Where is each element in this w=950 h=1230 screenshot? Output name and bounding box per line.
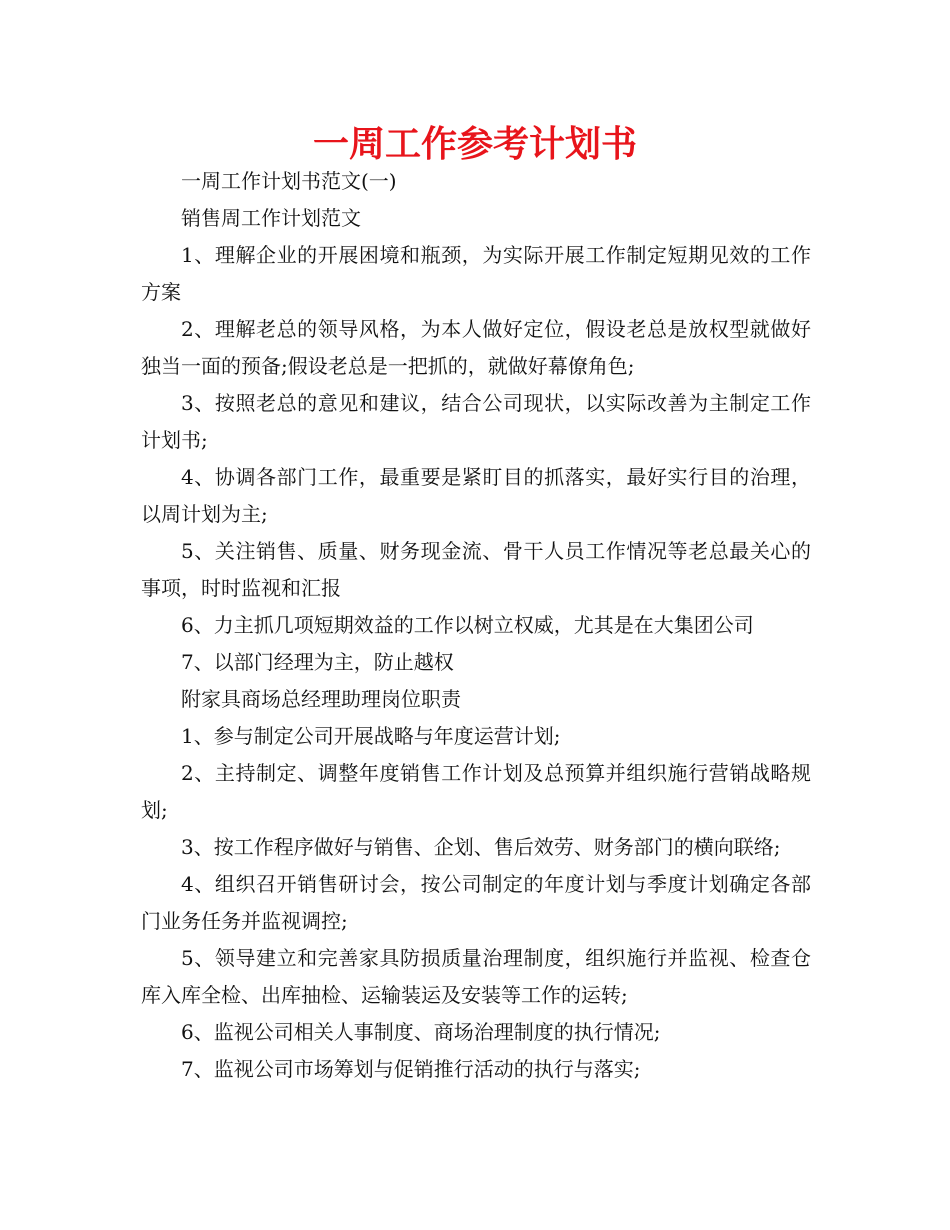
paragraph: 3、按工作程序做好与销售、企划、售后效劳、财务部门的横向联络; bbox=[181, 835, 781, 859]
paragraph: 4、组织召开销售研讨会，按公司制定的年度计划与季度计划确定各部门业务任务并监视调控; bbox=[141, 872, 811, 933]
paragraph: 5、关注销售、质量、财务现金流、骨干人员工作情况等老总最关心的事项，时时监视和汇报 bbox=[141, 539, 811, 600]
paragraph: 7、以部门经理为主，防止越权 bbox=[181, 650, 454, 674]
paragraph: 1、理解企业的开展困境和瓶颈，为实际开展工作制定短期见效的工作方案 bbox=[141, 243, 811, 304]
paragraph: 1、参与制定公司开展战略与年度运营计划; bbox=[181, 724, 561, 748]
paragraph: 7、监视公司市场筹划与促销推行活动的执行与落实; bbox=[181, 1057, 641, 1081]
paragraph: 一周工作计划书范文(一) bbox=[181, 169, 397, 193]
paragraph: 附家具商场总经理助理岗位职责 bbox=[181, 687, 461, 711]
paragraph: 4、协调各部门工作，最重要是紧盯目的抓落实，最好实行目的治理，以周计划为主; bbox=[141, 465, 811, 526]
paragraph: 销售周工作计划范文 bbox=[181, 206, 361, 230]
paragraph: 3、按照老总的意见和建议，结合公司现状，以实际改善为主制定工作计划书; bbox=[141, 391, 811, 452]
paragraph: 2、理解老总的领导风格，为本人做好定位，假设老总是放权型就做好独当一面的预备;假设老总是一把抓的，就做好幕僚角色; bbox=[141, 317, 811, 378]
document-body bbox=[141, 163, 811, 1088]
paragraph: 2、主持制定、调整年度销售工作计划及总预算并组织施行营销战略规划; bbox=[141, 761, 811, 822]
page-title: 一周工作参考计划书 bbox=[312, 124, 637, 165]
paragraph: 6、力主抓几项短期效益的工作以树立权威，尤其是在大集团公司 bbox=[181, 613, 754, 637]
paragraph: 5、领导建立和完善家具防损质量治理制度，组织施行并监视、检查仓库入库全检、出库抽检、运输装运及安装等工作的运转; bbox=[141, 946, 811, 1007]
paragraph: 6、监视公司相关人事制度、商场治理制度的执行情况; bbox=[181, 1020, 661, 1044]
